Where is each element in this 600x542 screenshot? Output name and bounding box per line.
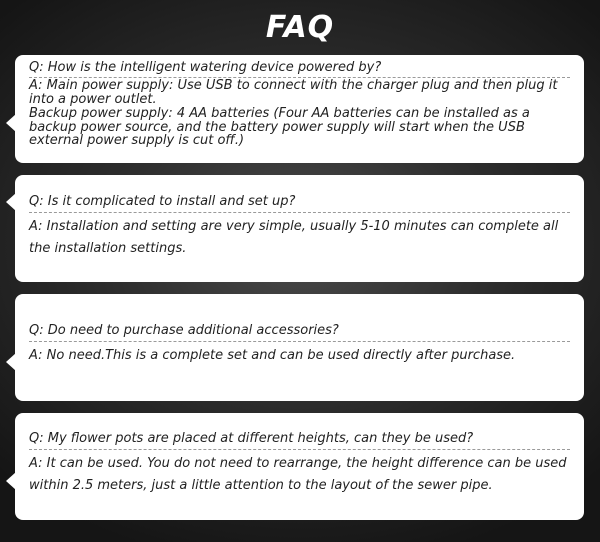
faq-card-heights (15, 413, 584, 520)
faq-question: Q: My flower pots are placed at different heights, can they be used? (29, 430, 570, 450)
faq-question: Q: Do need to purchase additional accessories? (29, 322, 570, 342)
faq-card-power (15, 55, 584, 163)
faq-answer: A: It can be used. You do not need to rearrange, the height difference can be used within 2.5 meters, just a little attention to the layout of the sewer pipe. (29, 456, 567, 493)
faq-card-install (15, 175, 584, 282)
page-title: FAQ (265, 10, 335, 45)
faq-question: Q: How is the intelligent watering device powered by? (29, 60, 570, 78)
faq-answer: A: Installation and setting are very simple, usually 5-10 minutes can complete all the installation settings. (29, 219, 559, 256)
faq-answer-backup-power: Backup power supply: 4 AA batteries (Four AA batteries can be installed as a backup power source, and the battery power supply will start when the USB external power supply is cut off.) (29, 106, 530, 148)
faq-card-accessories (15, 294, 584, 401)
faq-question: Q: Is it complicated to install and set up? (29, 193, 570, 213)
faq-answer: A: No need.This is a complete set and can be used directly after purchase. (29, 348, 516, 363)
faq-answer-main-power: A: Main power supply: Use USB to connect with the charger plug and then plug it into a power outlet. (29, 78, 558, 107)
